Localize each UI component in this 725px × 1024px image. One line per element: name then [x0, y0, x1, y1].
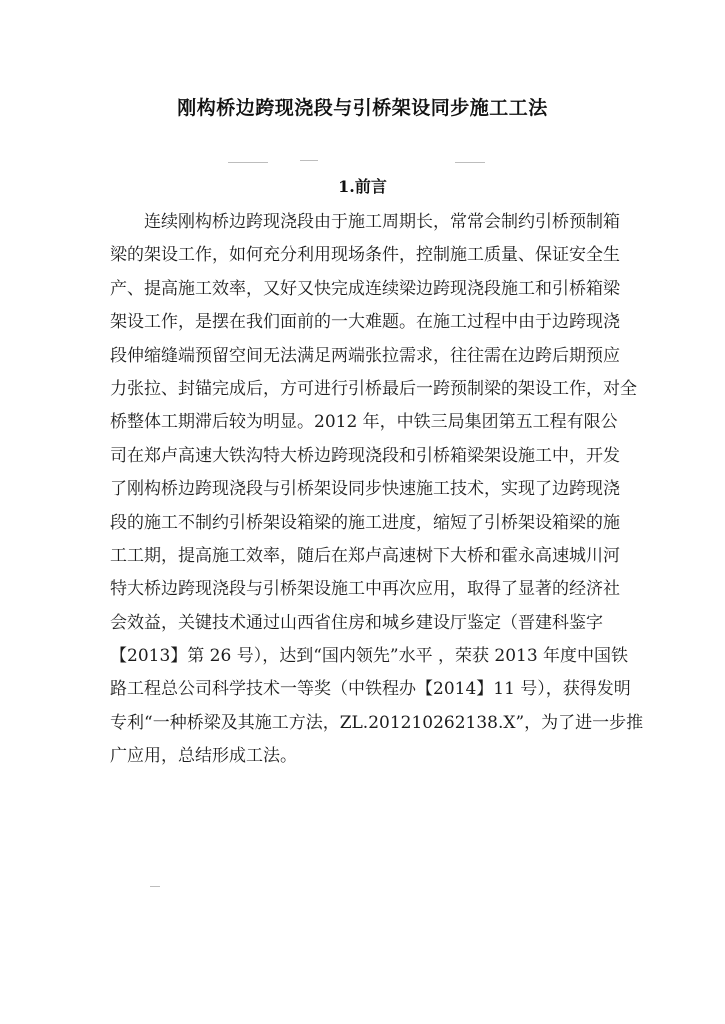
paragraph-line: 会效益，关键技术通过山西省住房和城乡建设厅鉴定（晋建科鉴字: [110, 612, 603, 633]
paragraph-line: 桥整体工期滞后较为明显。2012 年，中铁三局集团第五工程有限公: [110, 412, 618, 433]
paragraph-line: 梁的架设工作，如何充分利用现场条件，控制施工质量、保证安全生: [110, 245, 620, 266]
paragraph-line: 广应用，总结形成工法。: [110, 746, 297, 767]
paragraph-line: 段伸缩缝端预留空间无法满足两端张拉需求，往往需在边跨后期预应: [110, 345, 620, 366]
paragraph-line: 专利“一种桥梁及其施工方法，ZL.201210262138.X”，为了进一步推: [110, 712, 644, 733]
scan-artifact: [150, 886, 160, 887]
paragraph: [110, 206, 644, 774]
scan-artifact: [300, 160, 318, 161]
paragraph-line: 特大桥边跨现浇段与引桥架设施工中再次应用，取得了显著的经济社: [110, 579, 620, 600]
paragraph-line: 连续刚构桥边跨现浇段由于施工周期长，常常会制约引桥预制箱: [144, 212, 620, 232]
paragraph-line: 路工程总公司科学技术一等奖（中铁程办【2014】11 号），获得发明: [110, 679, 631, 700]
paragraph-line: 工工期，提高施工效率，随后在郑卢高速树下大桥和霍永高速城川河: [110, 545, 620, 566]
paragraph-line: 【2013】第 26 号），达到“国内领先”水平 ，荣获 2013 年度中国铁: [110, 646, 629, 667]
scan-artifact: [228, 162, 268, 163]
document-title: 刚构桥边跨现浇段与引桥架设同步施工工法: [177, 97, 548, 119]
section-heading: 1.前言: [338, 177, 387, 196]
paragraph-line: 力张拉、封锚完成后，方可进行引桥最后一跨预制梁的架设工作，对全: [110, 378, 637, 399]
paragraph-line: 段的施工不制约引桥架设箱梁的施工进度，缩短了引桥架设箱梁的施: [110, 512, 620, 533]
scan-artifact: [455, 162, 485, 163]
paragraph-line: 产、提高施工效率，又好又快完成连续梁边跨现浇段施工和引桥箱梁: [110, 278, 620, 299]
paragraph-line: 了刚构桥边跨现浇段与引桥架设同步快速施工技术，实现了边跨现浇: [110, 479, 620, 500]
paragraph-line: 司在郑卢高速大铁沟特大桥边跨现浇段和引桥箱梁架设施工中，开发: [110, 445, 620, 466]
paragraph-line: 架设工作，是摆在我们面前的一大难题。在施工过程中由于边跨现浇: [110, 312, 620, 333]
